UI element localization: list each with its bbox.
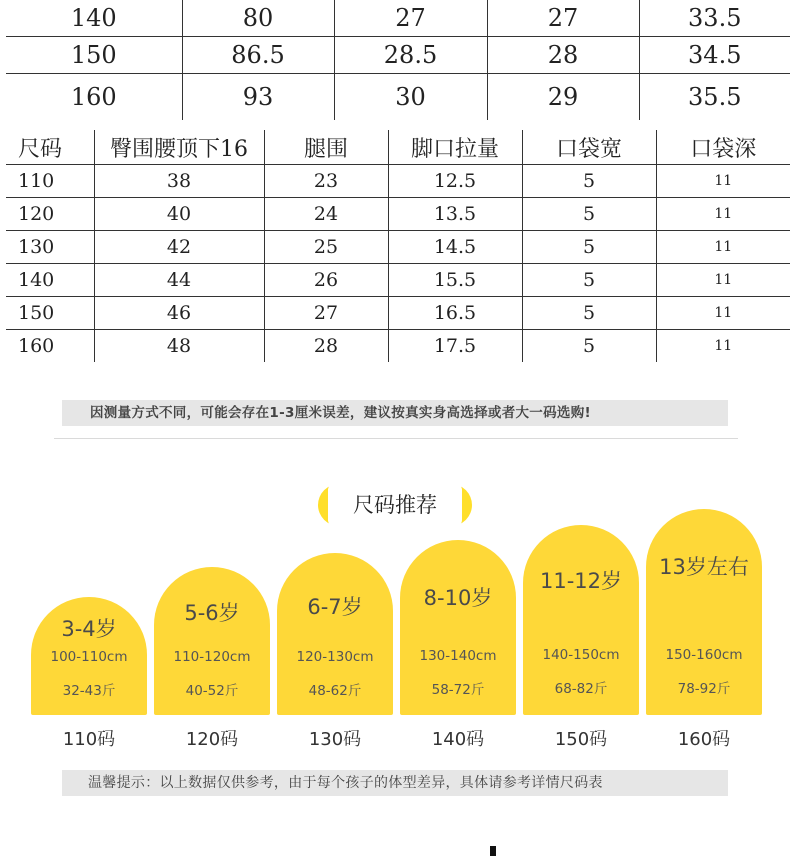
column-header: 腿围 xyxy=(264,130,388,165)
table-cell: 5 xyxy=(522,231,656,264)
table-cell: 27 xyxy=(487,0,639,37)
table-cell: 28.5 xyxy=(334,37,487,74)
table-cell: 42 xyxy=(94,231,264,264)
table-cell: 130 xyxy=(6,231,94,264)
table-row xyxy=(6,165,790,198)
weight-range: 58-72斤 xyxy=(431,682,485,698)
table-cell: 140 xyxy=(6,264,94,297)
table-row xyxy=(6,198,790,231)
table-cell: 160 xyxy=(6,74,182,121)
table-cell: 28 xyxy=(487,37,639,74)
size-card-150 xyxy=(523,525,639,715)
table-cell: 28 xyxy=(264,330,388,363)
table-header-row xyxy=(6,130,790,165)
column-header: 臀围腰顶下16 xyxy=(94,130,264,165)
table-row xyxy=(6,297,790,330)
size-card-110 xyxy=(31,597,147,715)
table-cell: 34.5 xyxy=(639,37,790,74)
size-table-top xyxy=(6,0,790,120)
age-label: 13岁左右 xyxy=(659,555,749,579)
age-label: 11-12岁 xyxy=(539,569,623,593)
table-cell: 5 xyxy=(522,330,656,363)
age-label: 6-7岁 xyxy=(307,595,363,619)
weight-range: 68-82斤 xyxy=(554,681,608,697)
height-range: 100-110cm xyxy=(50,649,128,665)
table-cell: 26 xyxy=(264,264,388,297)
height-range: 150-160cm xyxy=(665,647,743,663)
table-cell: 27 xyxy=(334,0,487,37)
height-range: 110-120cm xyxy=(173,649,251,665)
age-label: 8-10岁 xyxy=(423,586,493,610)
size-card-120 xyxy=(154,567,270,715)
table-cell: 86.5 xyxy=(182,37,334,74)
column-header: 口袋深 xyxy=(656,130,790,165)
table-cell: 24 xyxy=(264,198,388,231)
table-cell: 16.5 xyxy=(388,297,522,330)
reference-tip: 温馨提示：以上数据仅供参考，由于每个孩子的体型差异，具体请参考详情尺码表 xyxy=(62,770,728,796)
table-cell: 120 xyxy=(6,198,94,231)
table-cell: 40 xyxy=(94,198,264,231)
table-cell: 33.5 xyxy=(639,0,790,37)
size-card-160 xyxy=(646,509,762,715)
cropped-mark xyxy=(490,846,496,856)
column-header: 脚口拉量 xyxy=(388,130,522,165)
column-header: 尺码 xyxy=(6,130,94,165)
size-code: 140码 xyxy=(431,729,485,750)
table-cell: 11 xyxy=(656,264,790,297)
table-row xyxy=(6,231,790,264)
table-row xyxy=(6,37,790,74)
table-cell: 11 xyxy=(656,231,790,264)
table-cell: 5 xyxy=(522,198,656,231)
table-cell: 14.5 xyxy=(388,231,522,264)
size-code: 110码 xyxy=(62,729,116,750)
measurement-notice: 因测量方式不同，可能会存在1-3厘米误差，建议按真实身高选择或者大一码选购! xyxy=(62,400,728,426)
table-cell: 93 xyxy=(182,74,334,121)
table-row xyxy=(6,74,790,121)
size-card-140 xyxy=(400,540,516,715)
recommend-title-badge xyxy=(318,484,472,526)
table-cell: 30 xyxy=(334,74,487,121)
table-cell: 11 xyxy=(656,165,790,198)
table-cell: 12.5 xyxy=(388,165,522,198)
height-range: 140-150cm xyxy=(542,647,620,663)
table-cell: 5 xyxy=(522,165,656,198)
table-cell: 160 xyxy=(6,330,94,363)
table-cell: 13.5 xyxy=(388,198,522,231)
table-row xyxy=(6,330,790,363)
size-code: 160码 xyxy=(677,729,731,750)
age-label: 3-4岁 xyxy=(61,617,117,641)
table-cell: 25 xyxy=(264,231,388,264)
weight-range: 40-52斤 xyxy=(185,683,239,699)
size-code: 150码 xyxy=(554,729,608,750)
weight-range: 48-62斤 xyxy=(308,683,362,699)
column-header: 口袋宽 xyxy=(522,130,656,165)
table-cell: 35.5 xyxy=(688,83,742,111)
table-cell: 44 xyxy=(94,264,264,297)
height-range: 120-130cm xyxy=(296,649,374,665)
recommend-title: 尺码推荐 xyxy=(328,484,462,526)
table-cell: 11 xyxy=(656,198,790,231)
height-range: 130-140cm xyxy=(419,648,497,664)
table-cell: 11 xyxy=(714,338,733,354)
table-cell: 11 xyxy=(656,297,790,330)
weight-range: 32-43斤 xyxy=(62,683,116,699)
size-code: 130码 xyxy=(308,729,362,750)
size-table-pants xyxy=(6,130,790,362)
table-row xyxy=(6,0,790,37)
table-row xyxy=(6,264,790,297)
table-cell: 15.5 xyxy=(388,264,522,297)
size-card-130 xyxy=(277,553,393,715)
table-cell: 140 xyxy=(6,0,182,37)
table-cell: 27 xyxy=(264,297,388,330)
table-cell: 5 xyxy=(522,264,656,297)
table-cell: 46 xyxy=(94,297,264,330)
table-cell: 110 xyxy=(6,165,94,198)
table-cell: 38 xyxy=(94,165,264,198)
age-label: 5-6岁 xyxy=(184,601,240,625)
weight-range: 78-92斤 xyxy=(677,681,731,697)
table-cell: 29 xyxy=(487,74,639,121)
table-cell: 150 xyxy=(6,37,182,74)
table-cell: 17.5 xyxy=(388,330,522,363)
size-code: 120码 xyxy=(185,729,239,750)
table-cell: 48 xyxy=(94,330,264,363)
table-cell: 150 xyxy=(6,297,94,330)
table-cell: 5 xyxy=(522,297,656,330)
divider xyxy=(54,438,738,439)
table-cell: 80 xyxy=(182,0,334,37)
table-cell: 23 xyxy=(264,165,388,198)
